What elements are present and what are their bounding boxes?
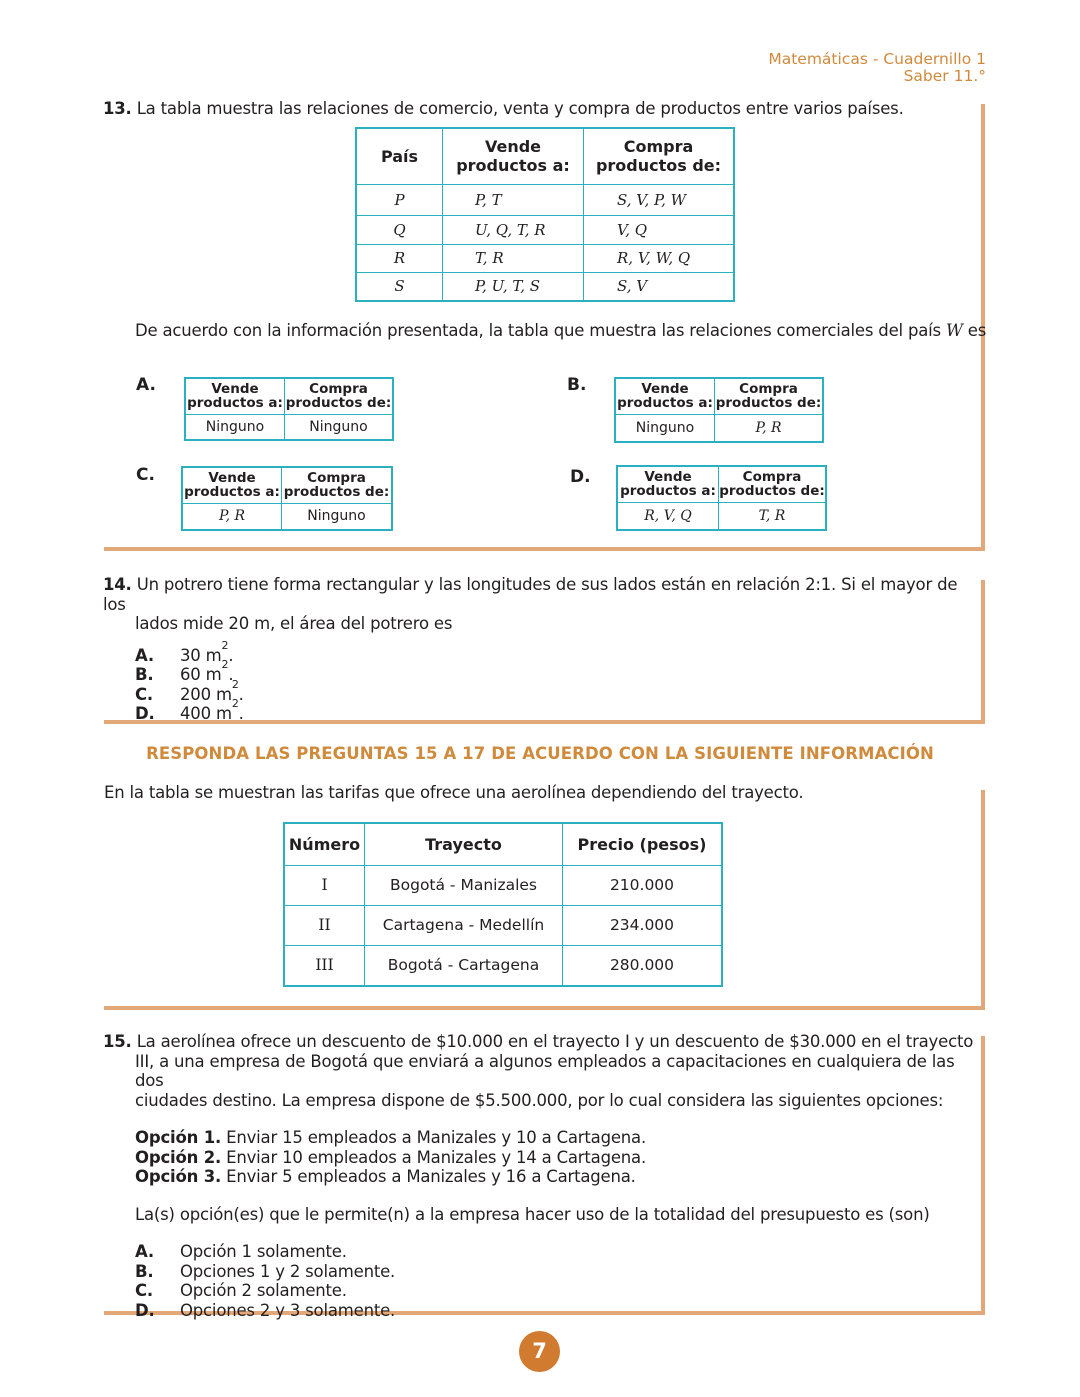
q14-answer-d[interactable]: D. 400 m 2 . xyxy=(135,697,244,723)
table-row: Q U, Q, T, R V, Q xyxy=(356,215,734,244)
booklet-title: Matemáticas - Cuadernillo 1 xyxy=(768,50,986,68)
table-row: II Cartagena - Medellín 234.000 xyxy=(284,905,722,945)
col-header-pais: País xyxy=(356,128,443,184)
q15-prompt: La(s) opción(es) que le permite(n) a la empresa hacer uso de la totalidad del presupuesto es (son) xyxy=(135,1204,930,1224)
col-header-compra: Compra productos de: xyxy=(584,128,735,184)
exam-name: Saber 11.° xyxy=(903,67,986,85)
q15-number: 15. xyxy=(103,1032,132,1051)
table-row: III Bogotá - Cartagena 280.000 xyxy=(284,945,722,986)
table-row: R T, R R, V, W, Q xyxy=(356,244,734,272)
q15-answer-a[interactable]: A. Opción 1 solamente. xyxy=(135,1242,347,1261)
q13-number: 13. xyxy=(103,99,132,118)
col-header-vende: Vende productos a: xyxy=(443,128,584,184)
q14-answer-a[interactable]: A. 30 m 2 . xyxy=(135,638,234,665)
q13-prompt: De acuerdo con la información presentada, la tabla que muestra las relaciones comerciales del país W es xyxy=(135,321,987,340)
q14-answer-c[interactable]: C. 200 m 2 . xyxy=(135,677,244,704)
trade-table xyxy=(355,127,735,302)
table-row: S P, U, T, S S, V xyxy=(356,272,734,301)
page-header xyxy=(768,51,986,85)
q15-answer-c[interactable]: C. Opción 2 solamente. xyxy=(135,1281,347,1300)
option-c-letter[interactable]: C. xyxy=(136,465,155,485)
q15-answer-d[interactable]: D. Opciones 2 y 3 solamente. xyxy=(135,1300,396,1320)
col-header-precio: Precio (pesos) xyxy=(563,823,723,865)
option-d-letter[interactable]: D. xyxy=(570,467,591,487)
option-b-letter[interactable]: B. xyxy=(567,375,587,395)
airfare-table xyxy=(283,822,723,987)
section-banner: RESPONDA LAS PREGUNTAS 15 A 17 DE ACUERDO CON LA SIGUIENTE INFORMACIÓN xyxy=(146,744,934,763)
q15-option-1: Opción 1. Enviar 15 empleados a Manizales y 10 a Cartagena. xyxy=(135,1128,647,1147)
q13-stem: 13. La tabla muestra las relaciones de comercio, venta y compra de productos entre varios países. xyxy=(103,99,904,118)
q15-option-3: Opción 3. Enviar 5 empleados a Manizales y 16 a Cartagena. xyxy=(135,1167,636,1186)
option-a-table[interactable]: Vende productos a: Compra productos de: Ninguno Ninguno xyxy=(184,377,394,441)
q15: 15. La aerolínea ofrece un descuento de $10.000 en el trayecto I y un descuento de $30.000 en el trayecto III, a una empresa de Bogotá que enviará a algunos empleados a capacitaciones en cualquiera de las dos ciudades destino. La empresa dispone de $5.500.000, por lo cual considera las siguientes opciones: Opción 1. Enviar 15 empleados a Manizales y 10 a Cartagena. Opción 2. Enviar 10 empleados a Manizales y 14 a Cartagena. Opción 3. Enviar 5 empleados a Manizales y 16 a Cartagena. La(s) opción(es) que le permite(n) a la empresa hacer uso de la totalidad del presupuesto es (son) A. Opción 1 solamente. B. Opciones 1 y 2 solamente. C. Opción 2 solamente. D. Opciones 2 y 3 solamente. xyxy=(103,1032,978,1320)
option-b-table[interactable]: Vende productos a: Compra productos de: Ninguno P, R xyxy=(614,377,824,443)
option-c-table[interactable]: Vende productos a: Compra productos de: P, R Ninguno xyxy=(181,466,393,531)
q15-answer-b[interactable]: B. Opciones 1 y 2 solamente. xyxy=(135,1261,396,1281)
table-row: P P, T S, V, P, W xyxy=(356,184,734,215)
col-header-numero: Número xyxy=(284,823,365,865)
q14: 14. Un potrero tiene forma rectangular y las longitudes de sus lados están en relación 2:1. Si el mayor de los lados mide 20 m, el área del potrero es A. 30 m 2 . B. 60 m 2 . C. 200 m 2 . D. 400 m 2 . xyxy=(103,575,978,724)
q14-answer-b[interactable]: B. 60 m 2 . xyxy=(135,658,234,684)
col-header-trayecto: Trayecto xyxy=(365,823,563,865)
option-a-letter[interactable]: A. xyxy=(136,375,156,395)
page-number-badge: 7 xyxy=(519,1331,560,1372)
q14-number: 14. xyxy=(103,575,132,594)
q15-option-2: Opción 2. Enviar 10 empleados a Manizales y 14 a Cartagena. xyxy=(135,1147,647,1167)
option-d-table[interactable]: Vende productos a: Compra productos de: R, V, Q T, R xyxy=(616,465,827,531)
context-intro: En la tabla se muestran las tarifas que ofrece una aerolínea dependiendo del trayecto. xyxy=(104,783,804,802)
table-row: I Bogotá - Manizales 210.000 xyxy=(284,865,722,905)
